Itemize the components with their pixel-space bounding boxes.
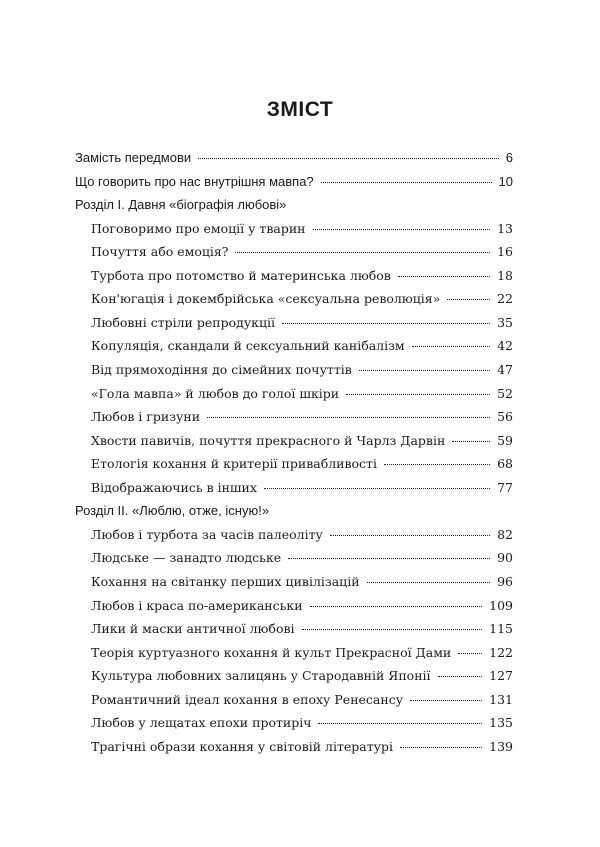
toc-page-number: 13 bbox=[497, 220, 513, 236]
toc-entry-title: Людське — занадто людське bbox=[91, 550, 282, 566]
toc-page-number: 139 bbox=[489, 738, 513, 754]
toc-page-number: 16 bbox=[497, 244, 513, 260]
toc-entry bbox=[91, 360, 513, 380]
toc-entry bbox=[91, 643, 513, 663]
toc-page-number: 6 bbox=[505, 150, 513, 165]
toc-entry bbox=[91, 242, 513, 262]
dot-leader bbox=[384, 464, 490, 465]
toc-entry bbox=[91, 336, 513, 356]
toc-entry bbox=[91, 525, 513, 545]
toc-page-number: 52 bbox=[497, 385, 513, 401]
toc-entry-title: Любовні стріли репродукції bbox=[91, 314, 276, 330]
toc-entry bbox=[91, 666, 513, 686]
toc-entry bbox=[91, 289, 513, 309]
dot-leader bbox=[398, 276, 490, 277]
dot-leader bbox=[288, 558, 490, 559]
toc-page-number: 18 bbox=[497, 267, 513, 283]
dot-leader bbox=[359, 370, 490, 371]
dot-leader bbox=[264, 488, 490, 489]
toc-page-number: 135 bbox=[489, 715, 513, 731]
toc-entry-title: Кон'югація і докембрійська «сексуальна революція» bbox=[91, 291, 441, 307]
toc-entry-title: Любов і краса по-американськи bbox=[91, 597, 303, 613]
toc-entry-title: Хвости павичів, почуття прекрасного й Чарлз Дарвін bbox=[91, 432, 446, 448]
page-title: ЗМІСТ bbox=[266, 98, 334, 121]
dot-leader bbox=[235, 252, 490, 253]
dot-leader bbox=[318, 723, 482, 724]
toc-page-number: 109 bbox=[489, 597, 513, 613]
dot-leader bbox=[400, 747, 482, 748]
toc-page-number: 122 bbox=[489, 644, 513, 660]
toc-entry bbox=[91, 313, 513, 333]
toc-entry-title: Копуляція, скандали й сексуальний канібалізм bbox=[91, 338, 405, 354]
toc-entry bbox=[91, 737, 513, 757]
toc-entry-title: Теорія куртуазного кохання й культ Прекрасної Дами bbox=[91, 644, 452, 660]
toc-page-number: 77 bbox=[497, 479, 513, 495]
toc-entry bbox=[91, 384, 513, 404]
dot-leader bbox=[412, 346, 490, 347]
toc-entry bbox=[91, 454, 513, 474]
dot-leader bbox=[282, 323, 490, 324]
dot-leader bbox=[313, 229, 491, 230]
toc-entry-title: Почуття або емоція? bbox=[91, 244, 229, 260]
toc-page-number: 127 bbox=[489, 668, 513, 684]
toc-entry-title: Турбота про потомство й материнська любов bbox=[91, 267, 391, 283]
toc-entry-title: Відображаючись в інших bbox=[91, 479, 257, 495]
toc-entry bbox=[91, 266, 513, 286]
toc-entry-title: Розділ І. Давня «біографія любові» bbox=[75, 197, 287, 213]
dot-leader bbox=[410, 700, 482, 701]
toc-page-number: 47 bbox=[497, 362, 513, 377]
toc-entry bbox=[91, 431, 513, 451]
dot-leader bbox=[198, 158, 499, 159]
toc-entry bbox=[91, 713, 513, 733]
toc-entry bbox=[75, 148, 513, 168]
toc-entry-title: Лики й маски античної любові bbox=[91, 621, 295, 636]
toc-entry bbox=[91, 219, 513, 239]
toc-entry-title: Любов і турбота за часів палеоліту bbox=[91, 526, 323, 542]
dot-leader bbox=[452, 441, 490, 442]
toc-entry-title: Культура любовних залицянь у Стародавній Японії bbox=[91, 668, 431, 684]
toc-entry-title: Розділ ІІ. «Люблю, отже, існую!» bbox=[75, 503, 270, 519]
toc-page-number: 59 bbox=[497, 432, 513, 448]
dot-leader bbox=[330, 535, 490, 536]
toc-page-number: 22 bbox=[497, 291, 513, 307]
toc-entry-title: Любов у лещатах епохи протиріч bbox=[91, 715, 312, 731]
dot-leader bbox=[302, 629, 483, 630]
toc-entry-title: Етологія кохання й критерії привабливості bbox=[91, 456, 377, 472]
toc-page-number: 10 bbox=[498, 173, 513, 189]
dot-leader bbox=[458, 653, 482, 654]
toc-entry bbox=[75, 172, 513, 192]
toc-entry bbox=[91, 548, 513, 568]
toc-entry bbox=[91, 572, 513, 592]
toc-entry-title: Романтичний ідеал кохання в епоху Ренесансу bbox=[91, 691, 404, 707]
toc-entry bbox=[91, 619, 513, 639]
toc-entry-title: Замість передмови bbox=[75, 150, 192, 165]
toc-entry-title: Любов і гризуни bbox=[91, 409, 201, 425]
toc-page-number: 35 bbox=[497, 314, 513, 330]
toc-entry-title: Трагічні образи кохання у світовій літературі bbox=[91, 738, 394, 754]
dot-leader bbox=[346, 394, 490, 395]
toc-page-number: 90 bbox=[497, 550, 513, 566]
dot-leader bbox=[447, 299, 490, 300]
toc-chapter-heading bbox=[75, 195, 513, 215]
toc-entry bbox=[91, 407, 513, 427]
toc-entry bbox=[91, 596, 513, 616]
dot-leader bbox=[367, 582, 491, 583]
toc-entry bbox=[91, 478, 513, 498]
toc-entry-title: Кохання на світанку перших цивілізацій bbox=[91, 573, 360, 589]
toc-page-number: 68 bbox=[497, 456, 513, 472]
toc-page-number: 96 bbox=[497, 573, 513, 589]
toc-page-number: 56 bbox=[497, 409, 513, 425]
toc-entry bbox=[91, 690, 513, 710]
dot-leader bbox=[321, 182, 492, 183]
toc-entry-title: Поговоримо про емоції у тварин bbox=[91, 220, 306, 236]
toc-page-number: 42 bbox=[497, 338, 513, 354]
dot-leader bbox=[438, 676, 483, 677]
dot-leader bbox=[207, 417, 490, 418]
toc-page-number: 82 bbox=[497, 526, 513, 542]
toc-entry-title: Від прямоходіння до сімейних почуттів bbox=[91, 362, 352, 377]
toc-entry-title: Що говорить про нас внутрішня мавпа? bbox=[75, 173, 314, 189]
toc-chapter-heading bbox=[75, 501, 513, 521]
toc-page-number: 131 bbox=[489, 691, 513, 707]
toc-page-number: 115 bbox=[489, 621, 513, 636]
toc-entry-title: «Гола мавпа» й любов до голої шкіри bbox=[91, 385, 340, 401]
dot-leader bbox=[310, 606, 483, 607]
